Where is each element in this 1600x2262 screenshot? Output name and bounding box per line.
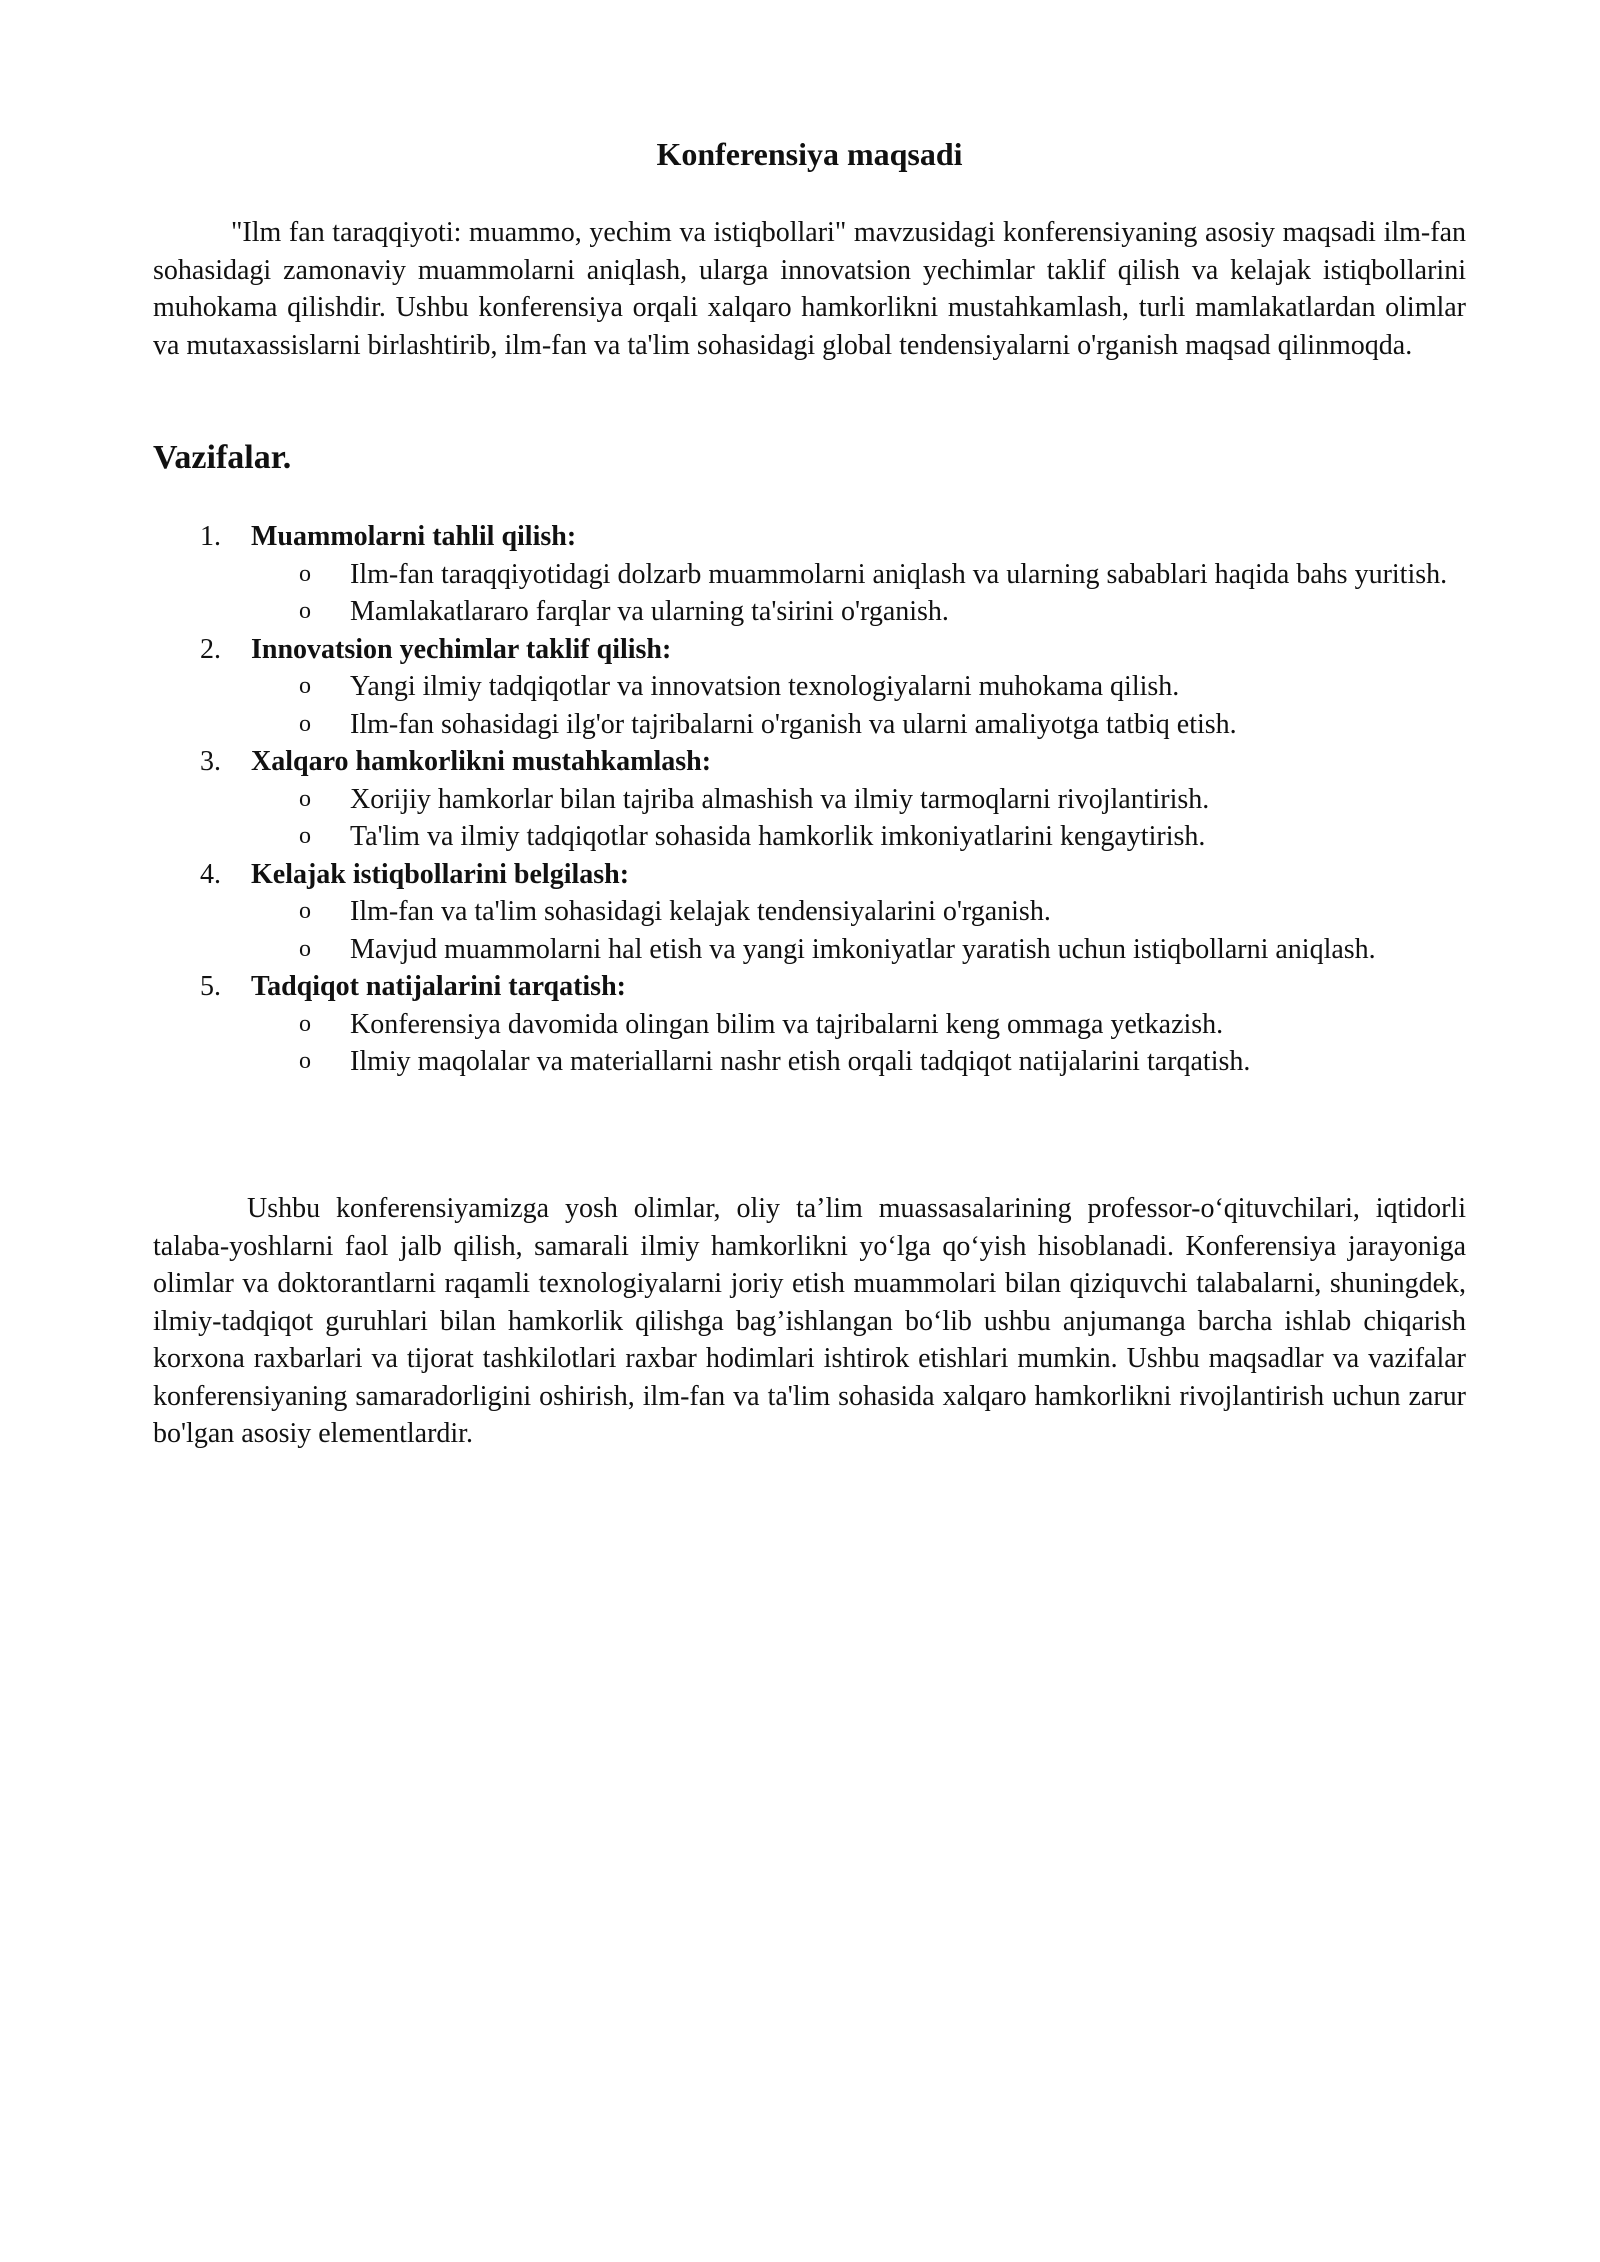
subitem-text: Mamlakatlararo farqlar va ularning ta'sirini o'rganish. <box>350 596 949 627</box>
task-item <box>153 856 1466 969</box>
subitem-list <box>251 668 1466 743</box>
subitem-list <box>251 1006 1466 1081</box>
task-number: 2. <box>200 633 221 665</box>
subitem <box>251 818 1466 856</box>
subitem-list <box>251 556 1466 631</box>
circle-bullet-icon: o <box>299 823 311 849</box>
task-number: 3. <box>200 746 221 777</box>
subitem <box>251 781 1466 819</box>
subitem-list <box>251 781 1466 856</box>
intro-paragraph: "Ilm fan taraqqiyoti: muammo, yechim va istiqbollari" mavzusidagi konferensiyaning asosiy maqsadi ilm-fan sohasidagi zamonaviy muammolarni aniqlash, ularga innovatsion yechimlar taklif qilish va kelajak istiqbollarini muhokama qilishdir. Ushbu konferensiya orqali xalqaro hamkorlikni mustahkamlash, turli mamlakatlardan olimlar va mutaxassislarni birlashtirib, ilm-fan va ta'lim sohasidagi global tendensiyalarni o'rganish maqsad qilinmoqda. <box>153 217 1466 361</box>
circle-bullet-icon: o <box>299 710 311 737</box>
subitem <box>251 931 1466 969</box>
subitem <box>251 668 1466 706</box>
subitem-list <box>251 893 1466 968</box>
circle-bullet-icon: o <box>299 673 311 699</box>
circle-bullet-icon: o <box>299 560 311 587</box>
closing-paragraph: Ushbu konferensiyamizga yosh olimlar, oliy ta’lim muassasalarining professor-o‘qituvchilari, iqtidorli talaba-yoshlarni faol jalb qilish, samarali ilmiy hamkorlikni yo‘lga qo‘yish hisoblanadi. Konferensiya jarayoniga olimlar va doktorantlarni raqamli texnologiyalarni joriy etish muammolari bilan qiziquvchi talabalarni, shuningdek, ilmiy-tadqiqot guruhlari bilan hamkorlik qilishga bag’ishlangan bo‘lib ushbu anjumanga barcha ishlab chiqarish korxona raxbarlari va tijorat tashkilotlari raxbar hodimlari ishtirok etishlari mumkin. Ushbu maqsadlar va vazifalar konferensiyaning samaradorligini oshirish, ilm-fan va ta'lim sohasida xalqaro hamkorlikni rivojlantirish uchun zarur bo'lgan asosiy elementlardir. <box>153 1193 1466 1449</box>
tasks-list <box>153 518 1466 1081</box>
subitem <box>251 556 1466 594</box>
circle-bullet-icon: o <box>299 898 311 924</box>
subitem-text: Xorijiy hamkorlar bilan tajriba almashish va ilmiy tarmoqlarni rivojlantirish. <box>350 783 1210 815</box>
page-title: Konferensiya maqsadi <box>656 136 963 172</box>
subitem-text: Konferensiya davomida olingan bilim va tajribalarni keng ommaga yetkazish. <box>350 1008 1224 1040</box>
task-title: Tadqiqot natijalarini tarqatish: <box>251 971 626 1002</box>
circle-bullet-icon: o <box>299 935 311 962</box>
subitem <box>251 593 1466 631</box>
task-number: 5. <box>200 971 221 1002</box>
task-title: Kelajak istiqbollarini belgilash: <box>251 858 630 890</box>
task-title: Muammolarni tahlil qilish: <box>251 521 577 552</box>
subitem-text: Mavjud muammolarni hal etish va yangi imkoniyatlar yaratish uchun istiqbollarni aniqlash. <box>350 933 1376 965</box>
task-item <box>153 631 1466 744</box>
task-item <box>153 743 1466 856</box>
task-number: 1. <box>200 521 221 552</box>
circle-bullet-icon: o <box>299 785 311 812</box>
subitem <box>251 893 1466 931</box>
subitem-text: Ilm-fan sohasidagi ilg'or tajribalarni o'rganish va ularni amaliyotga tatbiq etish. <box>350 708 1237 740</box>
circle-bullet-icon: o <box>299 1010 311 1037</box>
tasks-heading: Vazifalar. <box>153 439 292 476</box>
subitem-text: Ta'lim va ilmiy tadqiqotlar sohasida hamkorlik imkoniyatlarini kengaytirish. <box>350 821 1206 852</box>
task-number: 4. <box>200 858 221 890</box>
task-item <box>153 968 1466 1081</box>
subitem-text: Ilm-fan va ta'lim sohasidagi kelajak tendensiyalarini o'rganish. <box>350 896 1051 927</box>
subitem <box>251 1006 1466 1044</box>
task-title: Xalqaro hamkorlikni mustahkamlash: <box>251 746 712 777</box>
circle-bullet-icon: o <box>299 1048 311 1074</box>
task-item <box>153 518 1466 631</box>
subitem-text: Ilm-fan taraqqiyotidagi dolzarb muammolarni aniqlash va ularning sabablari haqida bahs yuritish. <box>350 558 1448 590</box>
circle-bullet-icon: o <box>299 598 311 624</box>
subitem <box>251 706 1466 744</box>
subitem <box>251 1043 1466 1081</box>
subitem-text: Ilmiy maqolalar va materiallarni nashr etish orqali tadqiqot natijalarini tarqatish. <box>350 1046 1251 1077</box>
subitem-text: Yangi ilmiy tadqiqotlar va innovatsion texnologiyalarni muhokama qilish. <box>350 671 1180 702</box>
task-title: Innovatsion yechimlar taklif qilish: <box>251 633 672 665</box>
